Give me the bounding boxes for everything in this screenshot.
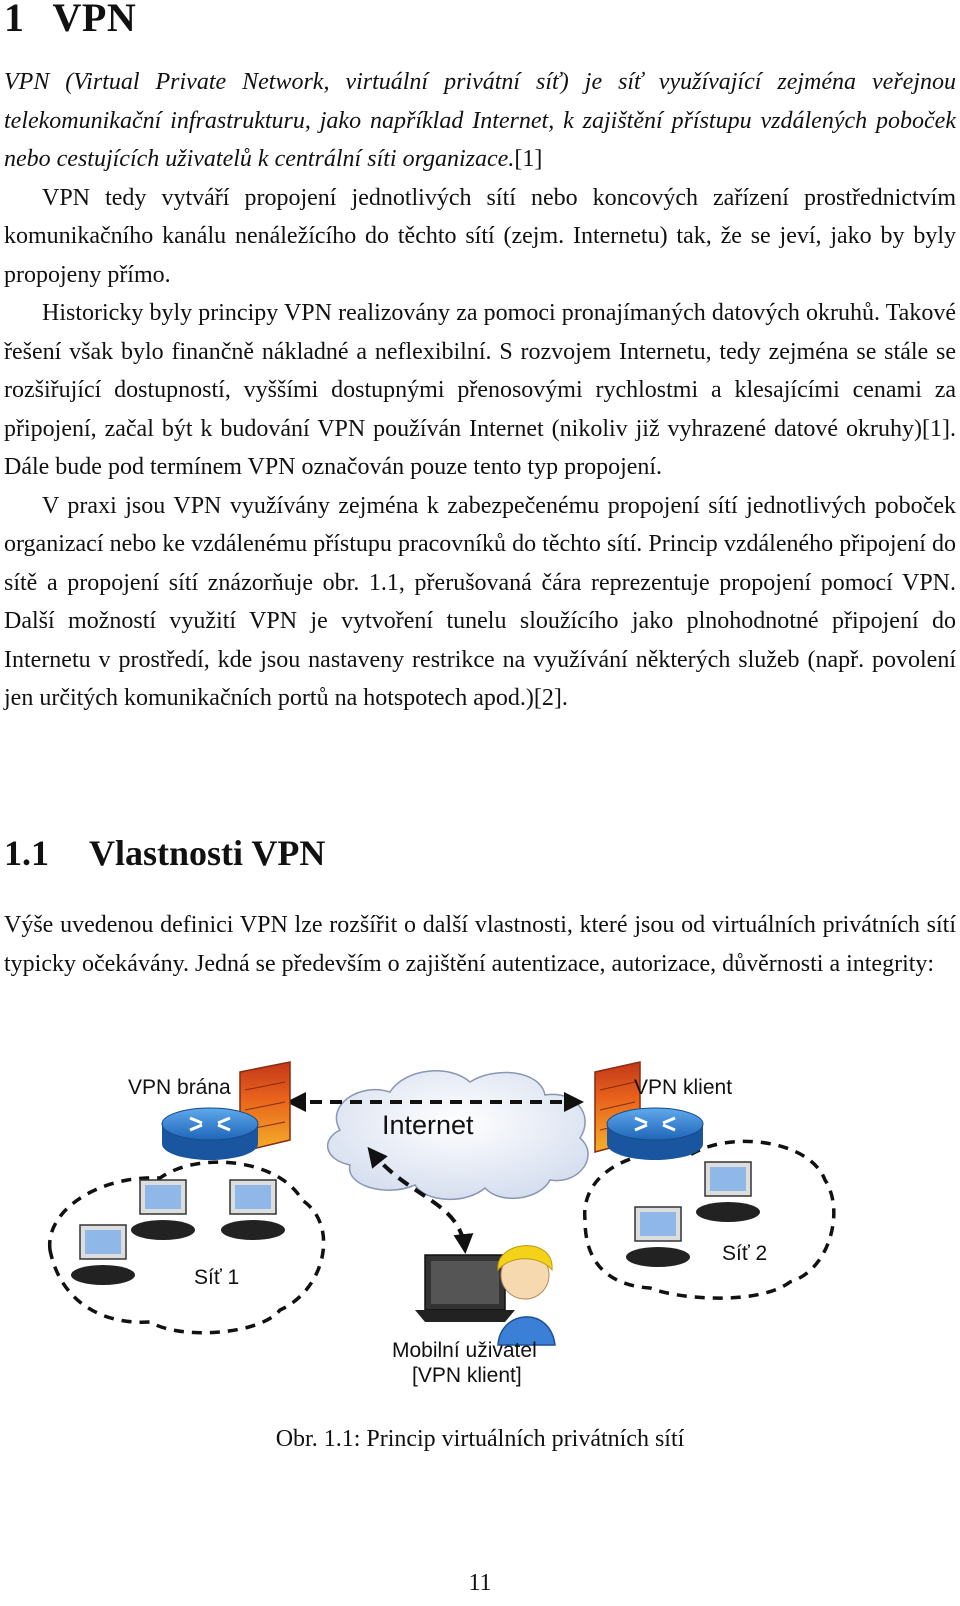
paragraph: V praxi jsou VPN využívány zejména k zabezpečenému propojení sítí jednotlivých poboček organizací nebo ke vzdálenému přístupu pracovníků do těchto sítí. Princip vzdáleného připojení do sítě a propojení sítí znázorňuje obr. 1.1, přerušovaná čára reprezentuje propojení pomocí VPN. Další možností využití VPN je vytvoření tunelu sloužícího jako plnohodnotné připojení do Internetu v prostředí, kde jsou nastaveny restrikce na využívání některých služeb (např. povolení jen určitých komunikačních portů na hotspotech apod.)[2]. [4, 492, 956, 711]
computer-icon [131, 1180, 195, 1240]
label-network-1: Síť 1 [194, 1266, 240, 1289]
vpn-figure [40, 1060, 940, 1430]
page-number: 11 [468, 1570, 492, 1596]
label-mobile-user: Mobilní uživatel [392, 1339, 537, 1362]
user-icon [498, 1246, 555, 1345]
section-number: 1.1 [4, 833, 49, 873]
chapter-body [4, 63, 956, 718]
paragraph: VPN tedy vytváří propojení jednotlivých sítí nebo koncových zařízení prostřednictvím komunikačního kanálu nenáležícího do těchto sítí (zejm. Internetu) tak, že se jeví, jako by byly propojeny přímo. [4, 184, 956, 288]
label-mobile-vpn-client: [VPN klient] [412, 1364, 522, 1387]
paragraph-definition [4, 63, 956, 179]
computer-icon [221, 1180, 285, 1240]
computer-icon [626, 1207, 690, 1267]
computer-icon [71, 1225, 135, 1285]
section-title: Vlastnosti VPN [89, 833, 326, 873]
figure-caption: Obr. 1.1: Princip virtuálních privátních sítí [275, 1426, 685, 1452]
computer-icon [696, 1162, 760, 1222]
chapter-title: VPN [52, 0, 137, 40]
label-network-2: Síť 2 [722, 1242, 768, 1265]
label-internet: Internet [382, 1110, 474, 1140]
citation-ref: [1] [514, 146, 543, 172]
section-heading [4, 832, 325, 874]
chapter-number: 1 [4, 0, 25, 40]
label-vpn-gateway: VPN brána [128, 1076, 231, 1099]
paragraph: Výše uvedenou definici VPN lze rozšířit o další vlastnosti, které jsou od virtuálních privátních sítí typicky očekávány. Jedná se především o zajištění autentizace, autorizace, důvěrnosti a integrity: [4, 912, 956, 977]
paragraph: Historicky byly principy VPN realizovány za pomoci pronajímaných datových okruhů. Takové řešení však bylo finančně nákladné a neflexibilní. S rozvojem Internetu, tedy zejména se stále se rozšiřující dostupností, vyššími dostupnými přenosovými rychlostmi a klesajícími cenami za připojení, začal být k budování VPN používán Internet (nikoliv již vyhrazené datové okruhy)[1]. Dále bude pod termínem VPN označován pouze tento typ propojení. [4, 300, 956, 480]
section-body [4, 906, 956, 983]
router-icon-client [607, 1108, 703, 1160]
label-vpn-client: VPN klient [634, 1076, 733, 1099]
router-icon-gateway [162, 1108, 258, 1160]
chapter-heading [4, 0, 136, 41]
definition-text: VPN (Virtual Private Network, virtuální privátní síť) je síť využívající zejména veřejnou telekomunikační infrastrukturu, jako například Internet, k zajištění přístupu vzdálených poboček nebo cestujících uživatelů k centrální síti organizace. [4, 69, 956, 172]
